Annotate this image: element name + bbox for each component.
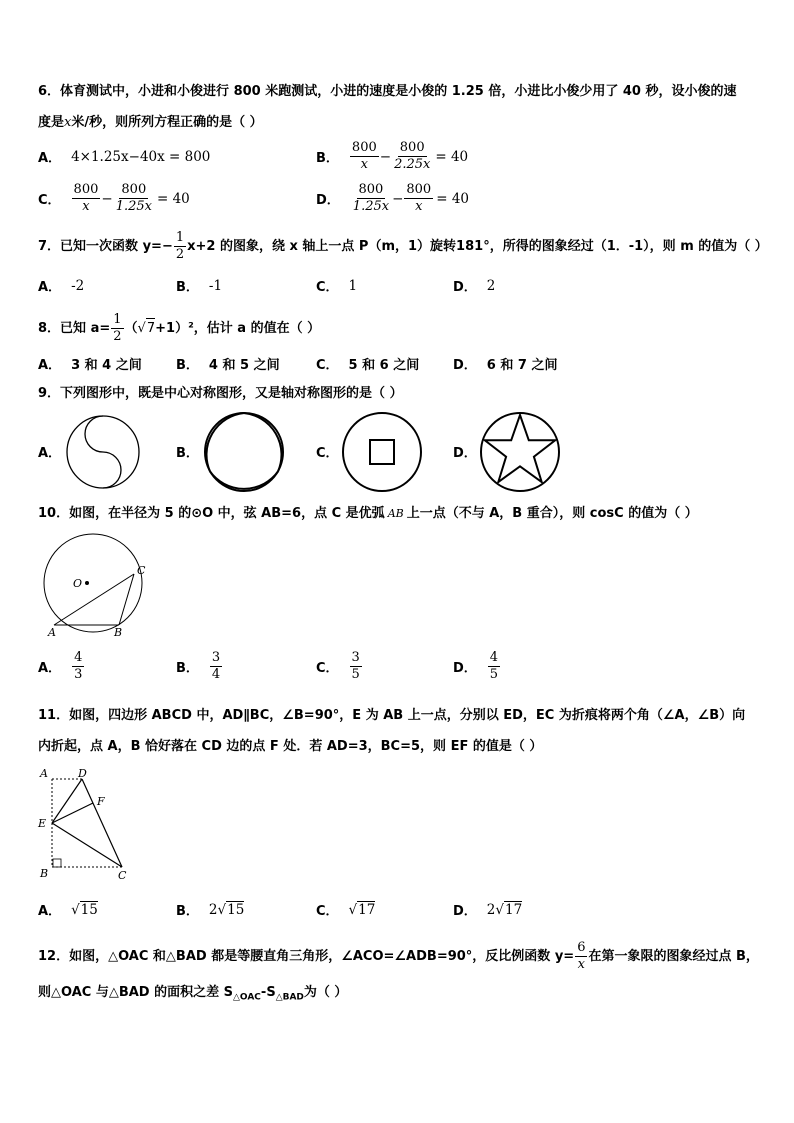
q10-option-a[interactable]: A． $\frac{4}{3}$ xyxy=(38,650,83,682)
q10-option-b[interactable]: B． $\frac{3}{4}$ xyxy=(176,650,221,682)
sqrt-symbol: √ xyxy=(495,901,504,918)
q8-option-d[interactable]: D． 6 和 7 之间 xyxy=(453,358,558,373)
label-d: D xyxy=(78,767,87,780)
fraction: $\frac{800}{x}$ xyxy=(73,182,99,214)
fraction: $\frac{3}{5}$ xyxy=(351,650,360,682)
three-circle-figure xyxy=(202,410,286,494)
q7-option-d[interactable]: D． 2 xyxy=(453,277,496,295)
fraction: $\frac{6}{x}$ xyxy=(577,940,586,972)
fraction: $\frac{800}{2.25x}$ xyxy=(394,140,431,172)
sqrt-symbol: √ xyxy=(137,320,146,336)
label-e: E xyxy=(38,817,47,830)
q11-option-a[interactable]: A． √ 15 xyxy=(38,901,98,919)
q8-stem: 8．已知 a= $\frac{1}{2}$ （ √ 7 +1）²，估计 a 的值在（ ） xyxy=(38,312,321,344)
fraction: $\frac{4}{3}$ xyxy=(74,650,83,682)
fraction: $\frac{800}{x}$ xyxy=(351,140,377,172)
label-b: B xyxy=(114,626,123,639)
label-a: A xyxy=(48,626,56,639)
q8-option-a[interactable]: A． 3 和 4 之间 xyxy=(38,358,142,373)
q10-circle-figure xyxy=(36,533,152,639)
fraction: $\frac{4}{5}$ xyxy=(489,650,499,682)
q11-line2: 内折起，点 A，B 恰好落在 CD 边的点 F 处．若 AD=3，BC=5，则 EF 的值是（ ） xyxy=(38,739,543,754)
q12-line2: 则△OAC 与△BAD 的面积之差 $S_{\triangle OAC}-S_{\triangle BAD}$为（ ） xyxy=(38,985,348,1003)
q7-stem: 7．已知一次函数 y=− $\frac{1}{2}$ x+2 的图象，绕 x 轴上一点 P（m，1）旋转181°，所得的图象经过（1．-1），则 m 的值为（ ） xyxy=(38,230,768,262)
q9-option-d[interactable]: D． xyxy=(453,446,477,461)
label-b: B xyxy=(40,867,49,880)
q12-stem: 12．如图，△OAC 和△BAD 都是等腰直角三角形，∠ACO=∠ADB=90°，反比例函数 y= $\frac{6}{x}$ 在第一象限的图象经过点 B， xyxy=(38,940,759,972)
fraction: $\frac{800}{1.25x}$ xyxy=(352,182,390,214)
q11-option-b[interactable]: B． 2 √ 15 xyxy=(176,901,245,919)
q11-option-c[interactable]: C． √ 17 xyxy=(316,901,376,919)
label-c: C xyxy=(118,869,127,882)
taiji-figure xyxy=(64,413,142,491)
q8-option-b[interactable]: B． 4 和 5 之间 xyxy=(176,358,280,373)
label-o: O xyxy=(73,577,83,590)
q10-option-c[interactable]: C． $\frac{3}{5}$ xyxy=(316,650,360,682)
q8-option-c[interactable]: C． 5 和 6 之间 xyxy=(316,358,420,373)
q9-stem: 9．下列图形中，既是中心对称图形，又是轴对称图形的是（ ） xyxy=(38,386,403,401)
q11-option-d[interactable]: D． 2 √ 17 xyxy=(453,901,523,919)
q11-fold-figure xyxy=(36,765,136,885)
q7-option-c[interactable]: C． 1 xyxy=(316,277,358,295)
q9-option-b[interactable]: B． xyxy=(176,446,199,461)
q7-option-b[interactable]: B． -1 xyxy=(176,277,223,295)
label-a: A xyxy=(40,767,48,780)
q7-option-a[interactable]: A． -2 xyxy=(38,277,85,295)
q6-line1: 6．体育测试中，小进和小俊进行 800 米跑测试，小进的速度是小俊的 1.25 倍，小进比小俊少用了 40 秒，设小俊的速 xyxy=(38,84,737,99)
fraction: $\frac{800}{x}$ xyxy=(406,182,432,214)
q10-stem: 10．如图，在半径为 5 的⊙O 中，弦 AB=6，点 C 是优弧 AB 上一点（不与 A，B 重合），则 cosC 的值为（ ） xyxy=(38,504,698,524)
q9-option-a[interactable]: A． xyxy=(38,446,62,461)
fraction: $\frac{1}{2}$ xyxy=(113,312,122,344)
q6-option-a[interactable]: A． 4×1.25x−40x = 800 xyxy=(38,148,211,166)
coin-square-figure xyxy=(340,410,424,494)
q6-option-d[interactable]: D． $\frac{800}{1.25x}$ − $\frac{800}{x}$ = 40 xyxy=(316,182,469,214)
q11-line1: 11．如图，四边形 ABCD 中，AD∥BC，∠B=90°，E 为 AB 上一点，分别以 ED，EC 为折痕将两个角（∠A，∠B）向 xyxy=(38,708,746,723)
label-c: C xyxy=(137,564,146,577)
fraction: $\frac{3}{4}$ xyxy=(211,650,221,682)
q6-option-b[interactable]: B． $\frac{800}{x}$ − $\frac{800}{2.25x}$ = 40 xyxy=(316,140,469,172)
sqrt-symbol: √ xyxy=(71,901,80,918)
sqrt-symbol: √ xyxy=(348,901,358,918)
q10-option-d[interactable]: D． $\frac{4}{5}$ xyxy=(453,650,499,682)
sqrt-symbol: √ xyxy=(217,901,227,918)
fraction: $\frac{1}{2}$ xyxy=(175,230,185,262)
arc-ab: AB xyxy=(387,507,404,520)
q6-line2: 度是x米/秒，则所列方程正确的是（ ） xyxy=(38,115,263,130)
star-circle-figure xyxy=(478,410,562,494)
q6-option-c[interactable]: C． $\frac{800}{x}$ − $\frac{800}{1.25x}$ = 40 xyxy=(38,182,190,214)
q9-option-c[interactable]: C． xyxy=(316,446,339,461)
label-f: F xyxy=(97,795,105,808)
fraction: $\frac{800}{1.25x}$ xyxy=(115,182,152,214)
